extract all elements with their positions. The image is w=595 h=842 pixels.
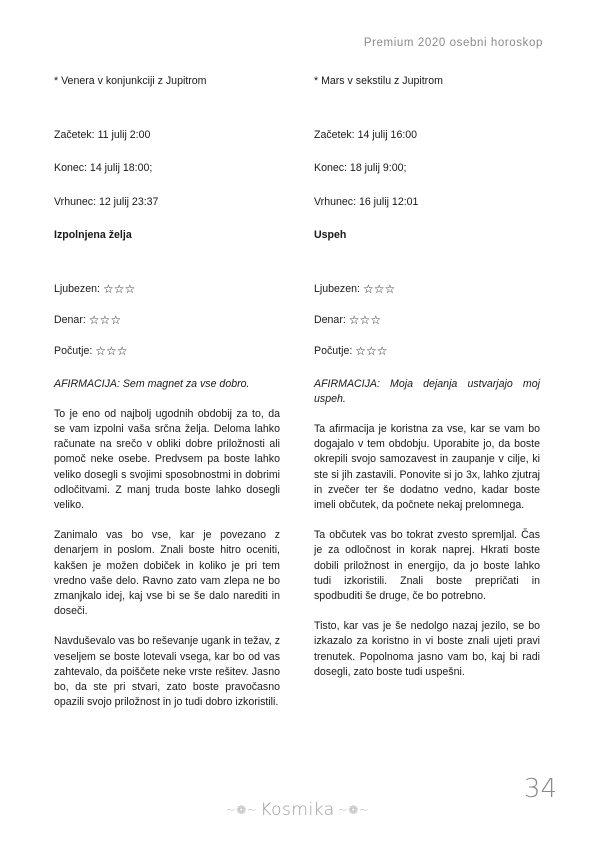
rating-love <box>314 282 540 297</box>
paragraph: Ta občutek vas bo tokrat zvesto spremljal. Čas je za odločnost in korak naprej. Hkrati boste dobili priložnost in energijo, da jo boste lahko tudi izkoristili. Znali boste prepričati in spodbuditi še druge, če bo potrebno. <box>314 529 540 603</box>
paragraph: To je eno od najbolj ugodnih obdobij za to, da se vam izpolni vaša srčna želja. Deloma lahko računate na srečo v obliki dobre priložnosti ali pomoč neke osebe. Predvsem pa boste lahko veliko dosegli s svojimi sposobnostmi in dobrimi odločitvami. Z manj truda boste lahko dosegli veliko. <box>54 407 280 512</box>
logo-text: Kosmika <box>260 800 335 820</box>
end-time: Konec: 18 julij 9:00; <box>314 162 407 175</box>
right-column <box>314 74 540 691</box>
rating-label: Denar: <box>314 314 346 327</box>
star-icon: ☆☆☆ <box>362 282 396 297</box>
rating-label: Počutje: <box>314 345 353 358</box>
star-icon: ☆☆☆ <box>102 282 136 297</box>
rating-money <box>314 313 540 328</box>
end-time: Konec: 14 julij 18:00; <box>54 162 153 175</box>
rating-label: Ljubezen: <box>314 283 360 296</box>
aspect-title: * Mars v sekstilu z Jupitrom <box>314 75 443 87</box>
swirl-ornament-icon: ~❁~ <box>225 803 258 817</box>
footer <box>0 800 595 820</box>
aspect-title: * Venera v konjunkciji z Jupitrom <box>54 75 207 87</box>
swirl-ornament-icon: ~❁~ <box>337 803 370 817</box>
paragraph: Ta afirmacija je koristna za vse, kar se vam bo dogajalo v tem obdobju. Uporabite jo, da boste okrepili svojo samozavest in zaupanje v cilje, ki ste si jih zastavili. Ponovite si jo 3x, lahko zjutraj in zvečer ter še dodatno vedno, kadar boste imeli občutek, da počnete nekaj prelomnega. <box>314 423 540 512</box>
paragraph: Navduševalo vas bo reševanje ugank in težav, z veseljem se boste lotevali vsega, kar bo od vas zahtevalo, da poiščete neke vrste rešitev. Jasno bo, da ste pri stvari, zato boste pravočasno opazili svojo priložnost in jo tudi dobro izkoristili. <box>54 635 280 709</box>
peak-time: Vrhunec: 16 julij 12:01 <box>314 195 419 208</box>
rating-label: Denar: <box>54 314 86 327</box>
rating-wellbeing <box>314 344 540 359</box>
left-column <box>54 74 280 721</box>
rating-money <box>54 313 280 328</box>
rating-love <box>54 282 280 297</box>
rating-wellbeing <box>54 344 280 359</box>
star-icon: ☆☆☆ <box>355 344 388 359</box>
paragraph: Tisto, kar vas je še nedolgo nazaj jezilo, se bo izkazalo za koristno in vi boste znali ujeti pravi trenutek. Popolnoma jasno vam bo, kaj bi radi dosegli, zato boste tudi uspešni. <box>314 620 540 678</box>
rating-label: Počutje: <box>54 345 93 358</box>
star-icon: ☆☆☆ <box>95 344 128 359</box>
star-icon: ☆☆☆ <box>88 313 122 328</box>
rating-label: Ljubezen: <box>54 283 100 296</box>
section-heading: Uspeh <box>314 228 347 241</box>
start-time: Začetek: 14 julij 16:00 <box>314 129 418 142</box>
star-icon: ☆☆☆ <box>348 313 382 328</box>
start-time: Začetek: 11 julij 2:00 <box>54 129 151 142</box>
affirmation: AFIRMACIJA: Sem magnet za vse dobro. <box>54 377 250 390</box>
peak-time: Vrhunec: 12 julij 23:37 <box>54 195 159 208</box>
affirmation: AFIRMACIJA: Moja dejanja ustvarjajo moj uspeh. <box>314 377 540 405</box>
section-heading: Izpolnjena želja <box>54 228 132 241</box>
page-header-title: Premium 2020 osebni horoskop <box>363 37 543 49</box>
paragraph: Zanimalo vas bo vse, kar je povezano z denarjem in poslom. Znali boste hitro oceniti, kakšen je možen dobiček in koliko je pri tem vredno vaše delo. Ravno zato vam zlepa ne bo zmanjkalo idej, kaj vse bi se še dalo narediti in doseči. <box>54 529 280 618</box>
kosmika-logo <box>223 800 373 820</box>
page-number: 34 <box>523 774 557 804</box>
